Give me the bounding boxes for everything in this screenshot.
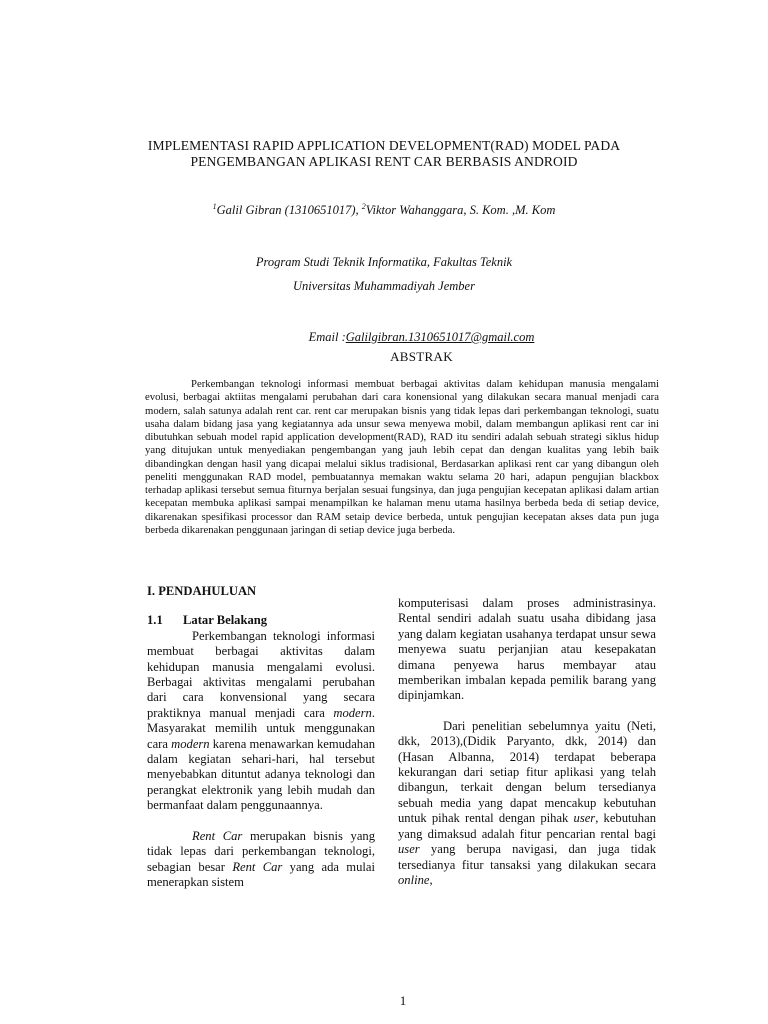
- abstract-text: Perkembangan teknologi informasi membuat berbagai aktivitas dalam kehidupan manusia mengalami evolusi, berbagai aktiitas mengalami perubahan dari cara konensional yang dilakukan secara manual menjadi cara modern, salah satunya adalah rent car. rent car merupakan bisnis yang tidak lepas dari perkembangan teknologi, suatu usaha dalam bidang jasa yang kegiatannya ada unsur sewa menyewa mobil, dalam membangun aplikasi rent car ini dibutuhkan sebuah model rapid application development(RAD), RAD itu sendiri adalah sebuah strategi siklus hidup yang ditujukan untuk menyediakan pengembangan yang jauh lebih cepat dan dengan kualitas yang lebih baik dibandingkan dengan hasil yang dicapai melalui siklus tradisional, Berdasarkan aplikasi rent car yang dibangun oleh peneliti menggunakan RAD model, pembuatannya memakan waktu selama 20 hari, adapun pengujian blackbox terhadap aplikasi tersebut semua fiturnya berjalan sesuai fungsinya, dan juga pengujian kecepatan aplikasi dalam artian kecepatan membuka aplikasi sampai menampilkan ke halaman menu utama hasilnya berbeda beda di setiap device, dikarenakan spesifikasi processor dan RAM setaip device berbeda, untuk pengujian kecepatan akses data pun juga berbeda dikarenakan penggunaan jaringan di setiap device juga berbeda.: [145, 378, 659, 536]
- author-1: Galil Gibran (1310651017),: [216, 203, 362, 218]
- page-number: 1: [399, 993, 407, 1008]
- abstract-body: [145, 378, 659, 537]
- author-line: [0, 202, 768, 218]
- paper-title: [0, 138, 768, 170]
- author-2: Viktor Wahanggara, S. Kom. ,M. Kom: [365, 203, 556, 218]
- email-line: [0, 330, 768, 345]
- author2-marker: 2: [361, 202, 366, 211]
- left-column: [147, 584, 375, 905]
- title-line-1: IMPLEMENTASI RAPID APPLICATION DEVELOPMENT(RAD) MODEL PADA: [147, 138, 621, 153]
- email-label: Email :: [308, 330, 346, 344]
- subsection-title: Latar Belakang: [183, 613, 268, 628]
- email-link[interactable]: Galilgibran.1310651017@gmail.com: [345, 330, 535, 344]
- affiliation-department: Program Studi Teknik Informatika, Fakultas Teknik: [255, 255, 513, 269]
- intro-paragraph-2: Rent Car merupakan bisnis yang tidak lepas dari perkembangan teknologi, sebagian besar Rent Car yang ada mulai menerapkan sistem: [147, 828, 376, 889]
- intro-paragraph-3: komputerisasi dalam proses administrasinya. Rental sendiri adalah suatu usaha dibidang jasa yang dalam kegiatan usahanya terdapat unsur sewa menyewa suatu perjanjian atau kesepakatan dimana penyewa harus membayar atau memberikan imbalan kepada pemilik barang yang dipinjamkan.: [398, 596, 656, 703]
- title-line-2: PENGEMBANGAN APLIKASI RENT CAR BERBASIS ANDROID: [190, 154, 578, 169]
- right-column: [398, 596, 656, 903]
- section-heading: I. PENDAHULUAN: [147, 584, 257, 598]
- subsection-heading: [147, 613, 375, 628]
- intro-paragraph-4: Dari penelitian sebelumnya yaitu (Neti, dkk, 2013),(Didik Paryanto, dkk, 2014) dan (Hasan Albanna, 2014) terdapat beberapa kekurangan dari setiap fitur aplikasi yang telah dibangun, terkait dengan belum tersedianya sebuah media yang dapat mencakup kebutuhan untuk pihak rental dengan pihak user, kebutuhan yang dimaksud adalah fitur pencarian rental bagi user yang berupa navigasi, dan juga tidak tersedianya fitur tansaksi yang dilakukan secara online,: [398, 718, 656, 887]
- abstract-heading: ABSTRAK: [390, 349, 453, 364]
- affiliation-university: Universitas Muhammadiyah Jember: [293, 279, 475, 293]
- intro-paragraph-1: Perkembangan teknologi informasi membuat berbagai aktivitas dalam kehidupan manusia mengalami evolusi. Berbagai aktivitas mengalami perubahan dari cara konvensional yang secara praktiknya manual menjadi cara modern. Masyarakat memilih untuk menggunakan cara modern karena menawarkan kemudahan dalam kegiatan sehari-hari, hal tersebut menyebabkan dituntut adanya teknologi dan perangkat elektronik yang lebih mudah dan bermanfaat dalam penggunaannya.: [147, 628, 375, 813]
- author1-marker: 1: [212, 202, 217, 211]
- subsection-number: 1.1: [147, 613, 163, 628]
